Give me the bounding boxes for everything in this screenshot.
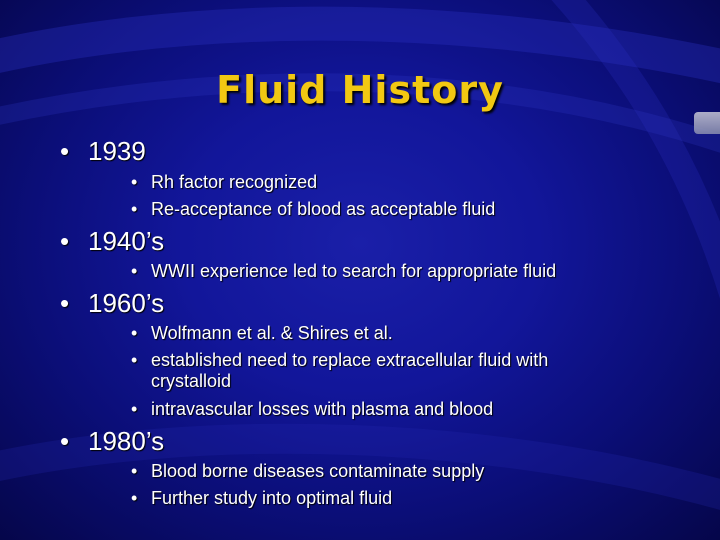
list-item	[131, 350, 591, 392]
list-item-text: Blood borne diseases contaminate supply	[151, 461, 485, 481]
section-heading-label: 1980’s	[88, 426, 165, 456]
bullet: •	[60, 426, 70, 456]
section-heading-1980s	[60, 426, 164, 457]
list-item-text: Further study into optimal fluid	[151, 488, 393, 508]
bullet: •	[131, 172, 138, 192]
bullet: •	[131, 261, 138, 281]
list-item	[131, 323, 611, 344]
section-heading-1939	[60, 136, 146, 167]
list-item	[131, 488, 611, 509]
bullet: •	[131, 461, 138, 481]
bullet: •	[131, 399, 138, 419]
list-item-text: intravascular losses with plasma and blood	[151, 399, 494, 419]
section-heading-1940s	[60, 226, 164, 257]
list-item-text: Re-acceptance of blood as acceptable fluid	[151, 199, 496, 219]
bullet: •	[131, 488, 138, 508]
list-item	[131, 172, 611, 193]
list-item-text: established need to replace extracellular fluid with crystalloid	[151, 350, 549, 391]
list-item-text: WWII experience led to search for appropriate fluid	[151, 261, 557, 281]
bullet: •	[131, 199, 138, 219]
bullet: •	[60, 226, 70, 256]
list-item	[131, 199, 611, 220]
section-heading-1960s	[60, 288, 164, 319]
list-item	[131, 399, 611, 420]
section-heading-label: 1960’s	[88, 288, 165, 318]
bullet: •	[60, 136, 70, 166]
list-item-text: Rh factor recognized	[151, 172, 318, 192]
slide-edge-tab	[694, 112, 720, 134]
slide-title: Fluid History	[216, 68, 504, 112]
section-heading-label: 1939	[88, 136, 146, 166]
section-heading-label: 1940’s	[88, 226, 165, 256]
list-item-text: Wolfmann et al. & Shires et al.	[151, 323, 393, 343]
bullet: •	[131, 350, 138, 370]
list-item	[131, 261, 611, 282]
bullet: •	[60, 288, 70, 318]
list-item	[131, 461, 611, 482]
bullet: •	[131, 323, 138, 343]
